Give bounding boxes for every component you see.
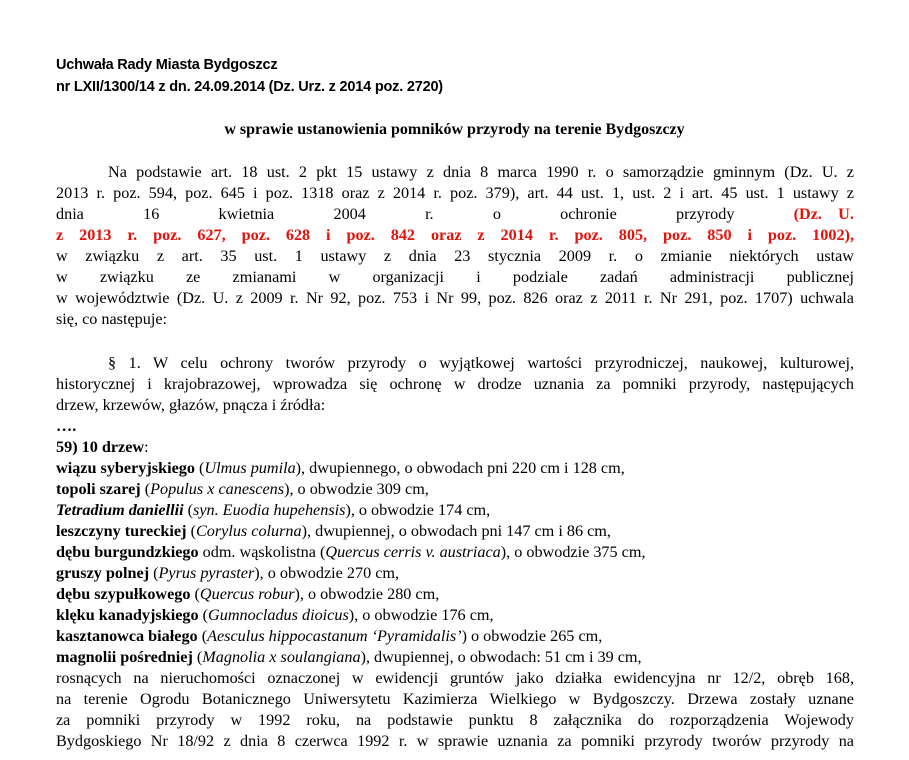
word: o <box>492 205 501 223</box>
word: kwietnia <box>218 205 275 223</box>
tree-item: dębu szypułkowego (Quercus robur), o obwodzie 280 cm, <box>56 585 440 603</box>
section-line: drzew, krzewów, głazów, pnącza i źródła: <box>56 396 326 414</box>
closing-paragraph <box>56 668 854 752</box>
tree-item: wiązu syberyjskiego (Ulmus pumila), dwupiennego, o obwodach pni 220 cm i 128 cm, <box>56 459 625 477</box>
section-line: historycznej i krajobrazowej, wprowadza się ochronę w drodze uznania za pomniki przyrody, następujących <box>56 375 854 393</box>
tree-item: magnolii pośredniej (Magnolia x soulangiana), dwupiennej, o obwodach: 51 cm i 39 cm, <box>56 648 642 666</box>
tree-item: topoli szarej (Populus x canescens), o obwodzie 309 cm, <box>56 480 429 498</box>
tree-item: klęku kanadyjskiego (Gumnocladus dioicus), o obwodzie 176 cm, <box>56 606 494 624</box>
word: 16 <box>143 205 160 223</box>
tree-item: leszczyny tureckiej (Corylus colurna), dwupiennej, o obwodach pni 147 cm i 86 cm, <box>56 522 611 540</box>
tree-item: Tetradium daniellii (syn. Euodia hupehensis), o obwodzie 174 cm, <box>56 501 491 519</box>
tree-item: gruszy polnej (Pyrus pyraster), o obwodzie 270 cm, <box>56 564 400 582</box>
section-1 <box>56 353 854 458</box>
word: r. <box>425 205 434 223</box>
preamble-line-spread <box>56 204 854 225</box>
closing-line: na terenie Ogrodu Botanicznego Uniwersytetu Kazimierza Wielkiego w Bydgoszczy. Drzewa zostały uznane <box>56 690 854 708</box>
preamble-line: 2013 r. poz. 594, poz. 645 i poz. 1318 oraz z 2014 r. poz. 379), art. 44 ust. 1, ust. 2 i art. 45 ust. 1 ustawy z <box>56 184 854 202</box>
closing-line: Bydgoskiego Nr 18/92 z dnia 8 czerwca 1992 r. w sprawie uznania za pomniki przyrody tworów przyrody na <box>56 732 854 750</box>
word: 2004 <box>333 205 366 223</box>
closing-line: za pomniki przyrody w 1992 roku, na podstawie punktu 8 załącznika do rozporządzenia Wojewody <box>56 711 854 729</box>
tree-item: dębu burgundzkiego odm. wąskolistna (Quercus cerris v. austriaca), o obwodzie 375 cm, <box>56 543 646 561</box>
closing-line: rosnących na nieruchomości oznaczonej w ewidencji gruntów jako działka ewidencyjna nr 12/2, obręb 168, <box>56 669 854 687</box>
preamble-line: w województwie (Dz. U. z 2009 r. Nr 92, poz. 753 i Nr 99, poz. 826 oraz z 2011 r. Nr 291, poz. 1707) uchwala <box>56 289 854 307</box>
preamble-line: Na podstawie art. 18 ust. 2 pkt 15 ustawy z dnia 8 marca 1990 r. o samorządzie gminnym (Dz. U. z <box>108 163 854 181</box>
resolution-heading-line2: nr LXII/1300/14 z dn. 24.09.2014 (Dz. Urz. z 2014 poz. 2720) <box>56 79 443 95</box>
item-heading <box>56 437 854 458</box>
section-line: § 1. W celu ochrony tworów przyrody o wyjątkowej wartości przyrodniczej, naukowej, kulturowej, <box>108 354 854 372</box>
preamble-line: w związku z art. 35 ust. 1 ustawy z dnia 23 stycznia 2009 r. o zmianie niektórych ustaw <box>56 247 854 265</box>
journal-citation-red: (Dz. U. <box>793 205 854 223</box>
journal-citation-red-line: z 2013 r. poz. 627, poz. 628 i poz. 842 oraz z 2014 r. poz. 805, poz. 850 i poz. 1002), <box>56 226 854 244</box>
document-title: w sprawie ustanowienia pomników przyrody na terenie Bydgoszczy <box>224 121 685 138</box>
preamble-line: się, co następuje: <box>56 310 168 328</box>
preamble-line: w związku ze zmianami w organizacji i podziale zadań administracji publicznej <box>56 268 854 286</box>
preamble-paragraph <box>56 162 854 330</box>
word: dnia <box>56 205 84 223</box>
colon: : <box>144 438 149 456</box>
item-number: 59) 10 drzew <box>56 438 145 456</box>
tree-item: kasztanowca białego (Aesculus hippocastanum ‘Pyramidalis’) o obwodzie 265 cm, <box>56 627 603 645</box>
word: przyrody <box>676 205 735 223</box>
resolution-heading-line1: Uchwała Rady Miasta Bydgoszcz <box>56 57 278 73</box>
ellipsis: …. <box>56 417 77 435</box>
tree-list <box>56 458 854 668</box>
word: ochronie <box>560 205 617 223</box>
